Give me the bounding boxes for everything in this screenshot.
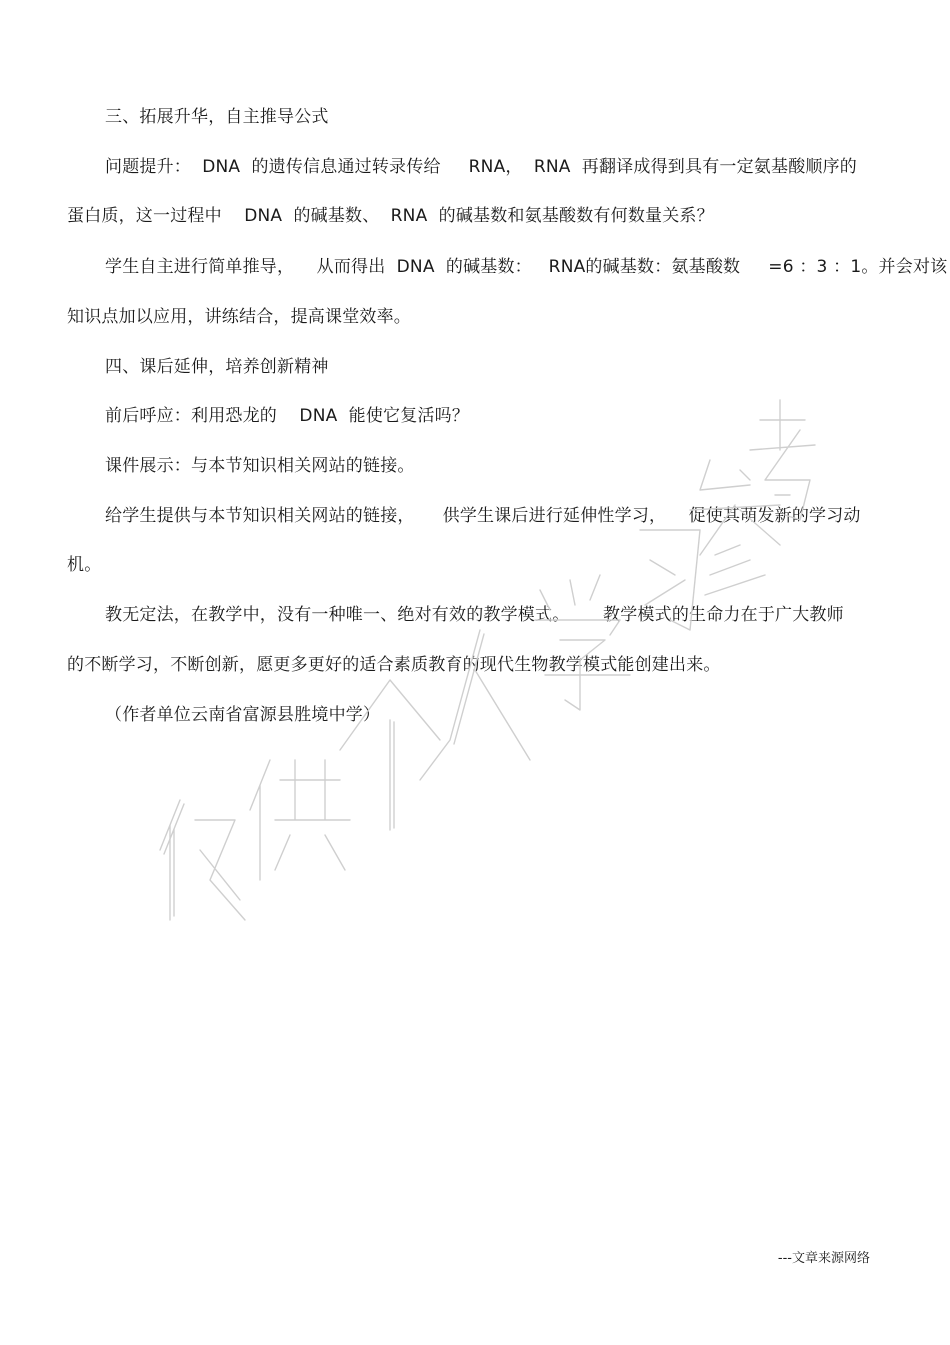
source-footer: ---文章来源网络 bbox=[777, 1251, 870, 1266]
paragraph-conclusion-line-1: 教无定法，在教学中，没有一种唯一、绝对有效的教学模式。 教学模式的生命力在于广大教师 bbox=[105, 605, 844, 625]
author-affiliation: （作者单位云南省富源县胜境中学） bbox=[105, 705, 381, 725]
paragraph-echo: 前后呼应：利用恐龙的 DNA 能使它复活吗？ bbox=[105, 406, 470, 426]
paragraph-question-line-2: 蛋白质，这一过程中 DNA 的碱基数、 RNA 的碱基数和氨基酸数有何数量关系？ bbox=[67, 206, 714, 226]
paragraph-links-line-2: 机。 bbox=[67, 555, 102, 575]
paragraph-links-line-1: 给学生提供与本节知识相关网站的链接， 供学生课后进行延伸性学习， 促使其萌发新的学习动 bbox=[105, 506, 861, 526]
section-heading-4: 四、课后延伸，培养创新精神 bbox=[105, 357, 329, 377]
paragraph-derivation-line-1: 学生自主进行简单推导， 从而得出 DNA 的碱基数： RNA的碱基数：氨基酸数 =6 ：3 ：1。并会对该 bbox=[105, 257, 948, 277]
paragraph-derivation-line-2: 知识点加以应用，讲练结合，提高课堂效率。 bbox=[67, 307, 411, 327]
paragraph-courseware: 课件展示：与本节知识相关网站的链接。 bbox=[105, 456, 415, 476]
paragraph-question-line-1: 问题提升： DNA 的遗传信息通过转录传给 RNA， RNA 再翻译成得到具有一定氨基酸顺序的 bbox=[105, 157, 858, 177]
section-heading-3: 三、拓展升华，自主推导公式 bbox=[105, 107, 329, 127]
paragraph-conclusion-line-2: 的不断学习，不断创新，愿更多更好的适合素质教育的现代生物教学模式能创建出来。 bbox=[67, 655, 721, 675]
